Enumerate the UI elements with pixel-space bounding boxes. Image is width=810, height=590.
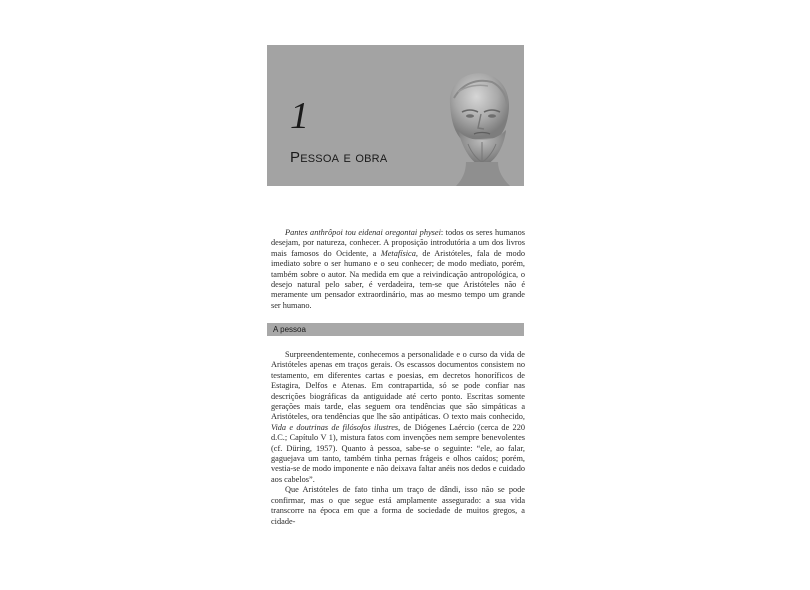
chapter-number: 1 [290,95,309,137]
body-p1-book-title: Vida e doutrinas de filósofos ilustres [271,422,399,432]
aristotle-bust-icon [432,68,520,186]
chapter-title: Pessoa e obra [290,149,388,166]
section-heading-bar [267,323,524,336]
section-heading: A pessoa [273,325,306,334]
chapter-header-panel [267,45,524,186]
body-paragraph-2: Que Aristóteles de fato tinha um traço de dândi, isso não se pode confirmar, mas o que segue está amplamente assegurado: a sua vida transcorre na época em que a forma de sociedade de muitos gregos, a cidade- [271,485,525,526]
intro-greek-quote: Pantes anthrôpoi tou eidenai oregontai physei [285,228,441,237]
intro-paragraph [271,228,525,311]
intro-text-2: , de Aristóteles, fala de modo imediato sobre o ser humano e o seu conhecer; de modo mediato, porém, também sobre o autor. Na medida em que a reivindicação antropológica, o desejo natural pelo saber, é verdadeira, tem-se que Aristóteles não é meramente um pensador extraordinário, mas ao mesmo tempo um grande ser humano. [271,248,525,310]
body-p1-b: , de Diógenes Laércio (cerca de 220 d.C.; Capítulo V 1), mistura fatos com invenções nem sempre benevolentes (cf. Düring, 1957). Quanto à pessoa, sabe-se o seguinte: “ele, ao falar, gaguejava um tanto, também tinha pernas frágeis e olhos caídos; porém, vestia-se de modo imponente e não deixava faltar anéis nos dedos e cuidado aos cabelos”. [271,422,525,484]
intro-metafisica: Metafísica [380,248,416,258]
body-p1-a: Surpreendentemente, conhecemos a personalidade e o curso da vida de Aristóteles apenas em traços gerais. Os escassos documentos consistem no testamento, em diferentes cartas e poesias, em decretos honoríficos de Estagira, Delfos e Atenas. Em contrapartida, só se pode confiar nas descrições biográficas da antiguidade até certo ponto. Escritas somente gerações mais tarde, elas seguem ora tendências que são simpáticas a Aristóteles, ora tendências que lhe são antipáticas. O texto mais conhecido, [271,350,525,422]
body-text [271,350,525,527]
intro-text-1: : todos os seres humanos desejam, por natureza, conhecer. A proposição introdutória a um dos livros mais famosos do Ocidente, a [271,228,525,258]
body-paragraph [271,350,525,485]
